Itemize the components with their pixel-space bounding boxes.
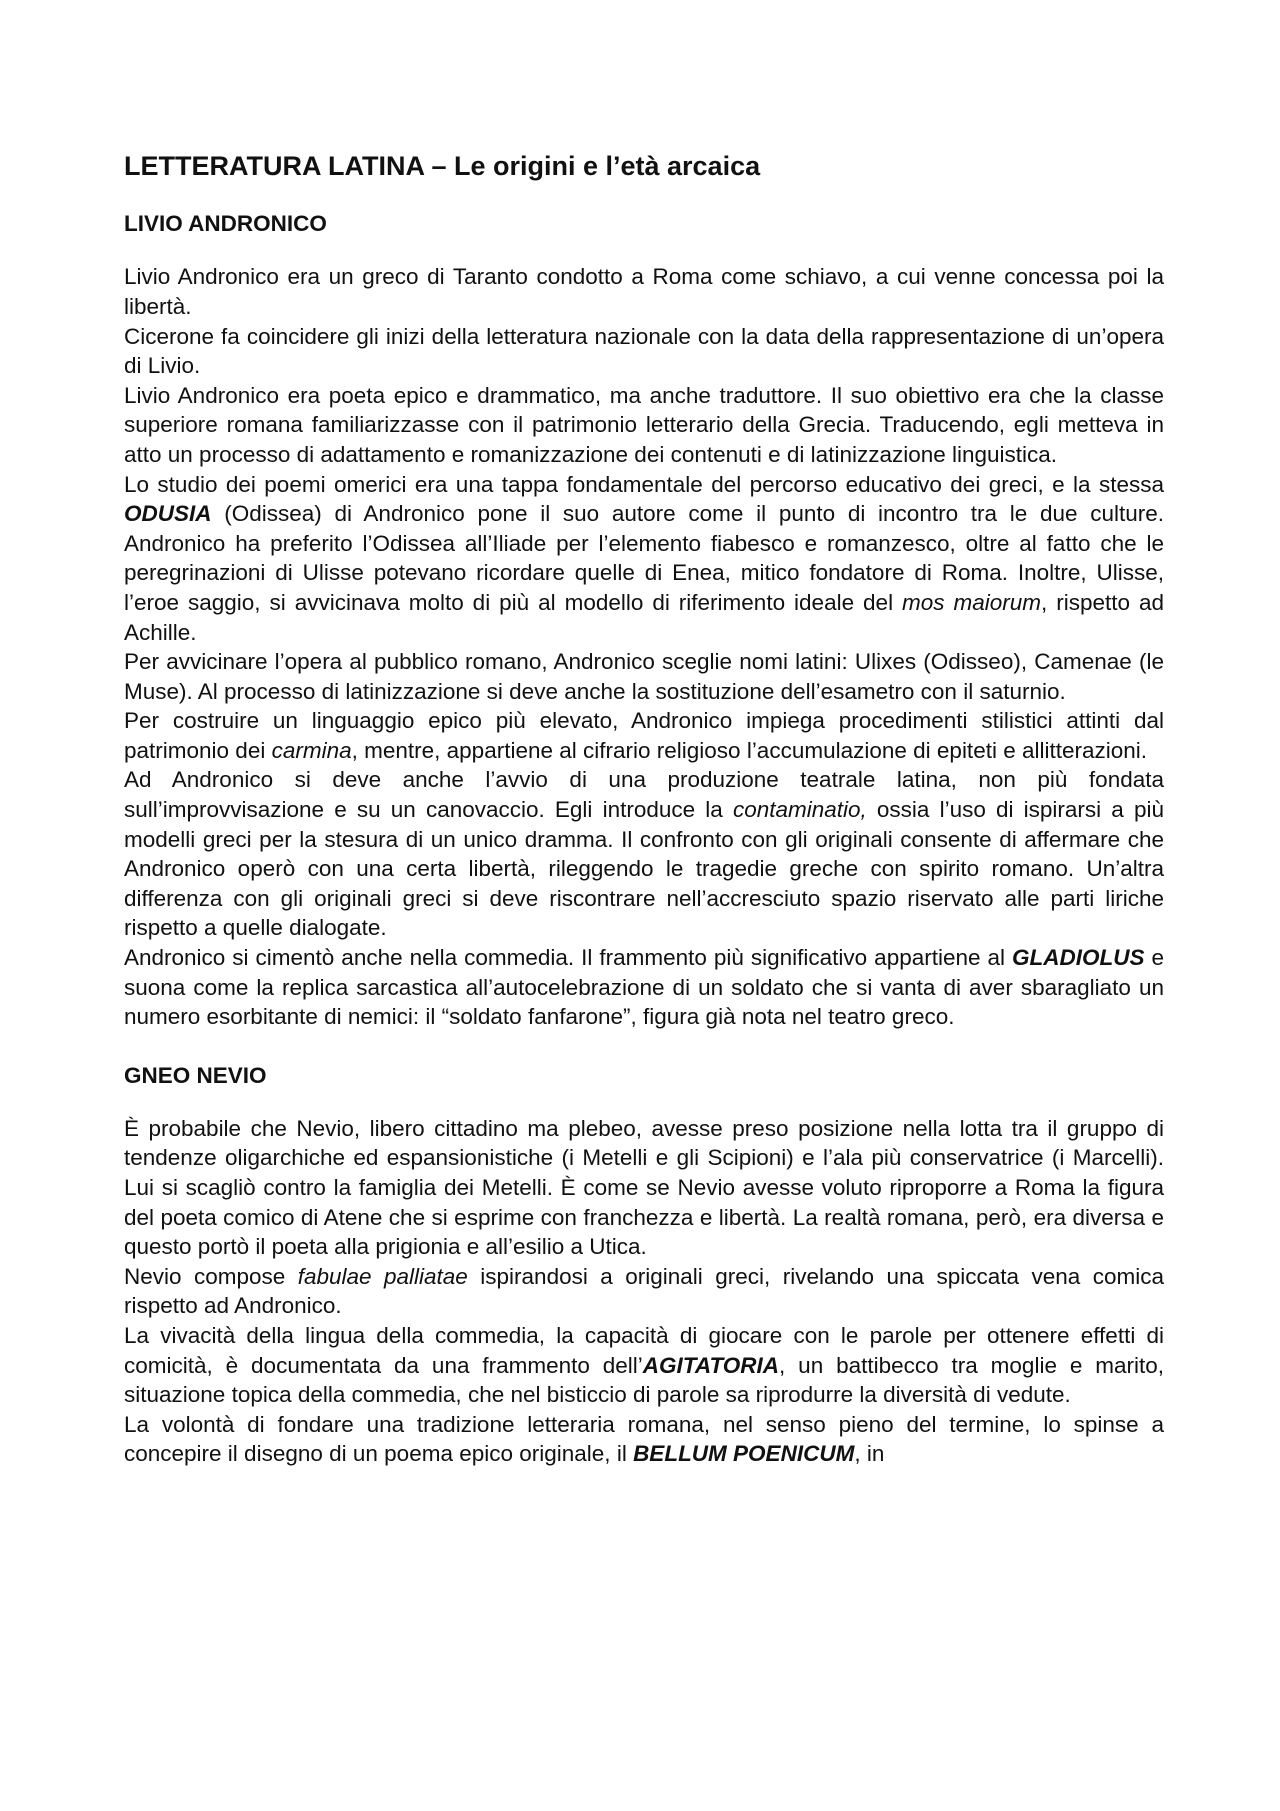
paragraph (124, 470, 1164, 648)
text-run: Livio Andronico era poeta epico e drammatico, ma anche traduttore. Il suo obiettivo era che la classe superiore romana familiarizzasse con il patrimonio letterario della Grecia. Traducendo, egli metteva in atto un processo di adattamento e romanizzazione dei contenuti e di latinizzazione linguistica. (124, 382, 1164, 467)
text-run: È probabile che Nevio, libero cittadino ma plebeo, avesse preso posizione nella lotta tra il gruppo di tendenze oligarchiche ed espansionistiche (i Metelli e gli Scipioni) e l’ala più conservatrice (i Marcelli). Lui si scagliò contro la famiglia dei Metelli. È come se Nevio avesse voluto riproporre a Roma la figura del poeta comico di Atene che si esprime con franchezza e libertà. La realtà romana, però, era diversa e questo portò il poeta alla prigionia e all’esilio a Utica. (124, 1115, 1164, 1260)
text-run: e suona come la replica sarcastica all’autocelebrazione di un soldato che si vanta di aver sbaragliato un numero esorbitante di nemici: il “soldato fanfarone”, figura già nota nel teatro greco. (124, 945, 1165, 1030)
text-run: (Odissea) di Andronico pone il suo autore come il punto di incontro tra le due culture. Andronico ha preferito l’Odissea all’Iliade per l’elemento fiabesco e romanzesco, oltre al fatto che le peregrinazioni di Ulisse potevano ricordare quelle di Enea, mitico fondatore di Roma. Inoltre, Ulisse, l’eroe saggio, si avvicinava molto di più al modello di riferimento ideale del (124, 501, 1164, 615)
text-run: Livio Andronico era un greco di Taranto condotto a Roma come schiavo, a cui venne concessa poi la libertà. (124, 264, 1164, 319)
text-run: , in (854, 1441, 885, 1467)
text-run: Per costruire un linguaggio epico più elevato, Andronico impiega procedimenti stilistici attinti dal patrimonio dei (124, 708, 1164, 763)
paragraph (124, 381, 1164, 470)
text-run: Cicerone fa coincidere gli inizi della letteratura nazionale con la data della rappresentazione di un’opera di Livio. (124, 323, 1164, 379)
text-run: , mentre, appartiene al cifrario religioso l’accumulazione di epiteti e allitterazioni. (351, 737, 1148, 763)
text-run: Ad Andronico si deve anche l’avvio di una produzione teatrale latina, non più fondata sull’improvvisazione e su un canovaccio. Egli introduce la (124, 767, 1164, 823)
latin-term: fabulae palliatae (297, 1263, 468, 1289)
document-body (124, 210, 1164, 1469)
paragraph (124, 647, 1164, 706)
text-run: La volontà di fondare una tradizione letteraria romana, nel senso pieno del termine, lo spinse a concepire il disegno di un poema epico originale, il (124, 1411, 1164, 1467)
text-run: ossia l’uso di ispirarsi a più modelli greci per la stesura di un unico dramma. Il confronto con gli originali consente di affermare che Andronico operò con una certa libertà, rileggendo le tragedie greche con spirito romano. Un’altra differenza con gli originali greci si deve riscontrare nell’accresciuto spazio riservato alle parti liriche rispetto a quelle dialogate. (124, 797, 1164, 941)
text-run: , rispetto ad Achille. (124, 589, 1164, 645)
work-title: ODUSIA (124, 501, 212, 527)
work-title: AGITATORIA (642, 1352, 780, 1378)
section-heading: LIVIO ANDRONICO (124, 211, 327, 237)
paragraph (124, 262, 1164, 321)
section-heading: GNEO NEVIO (124, 1062, 267, 1088)
text-run: Per avvicinare l’opera al pubblico romano, Andronico sceglie nomi latini: Ulixes (Odisseo), Camenae (le Muse). Al processo di latinizzazione si deve anche la sostituzione dell’esametro con il saturnio. (124, 649, 1164, 704)
work-title: BELLUM POENICUM (633, 1441, 855, 1467)
section-1 (124, 210, 1164, 1031)
section-gap (124, 1032, 1164, 1062)
latin-term: contaminatio, (732, 797, 867, 823)
text-run: Nevio compose (124, 1263, 298, 1289)
text-run: Andronico si cimentò anche nella commedia. Il frammento più significativo appartiene al (124, 945, 1013, 971)
latin-term: carmina (271, 737, 352, 763)
paragraph (124, 765, 1164, 943)
latin-term: mos maiorum (902, 589, 1042, 615)
text-run: ispirandosi a originali greci, rivelando una spiccata vena comica rispetto ad Andronico. (124, 1263, 1164, 1319)
text-run: Lo studio dei poemi omerici era una tappa fondamentale del percorso educativo dei greci, e la stessa (124, 471, 1164, 497)
section-2 (124, 1062, 1164, 1469)
paragraph (124, 1262, 1164, 1321)
paragraph (124, 1410, 1164, 1469)
paragraph (124, 943, 1164, 1032)
paragraph (124, 1321, 1164, 1410)
document-page (124, 150, 1164, 1469)
document-title: LETTERATURA LATINA – Le origini e l’età arcaica (124, 151, 761, 181)
text-run: , un battibecco tra moglie e marito, situazione topica della commedia, che nel bisticcio di parole sa riprodurre la diversità di vedute. (124, 1352, 1164, 1408)
text-run: La vivacità della lingua della commedia, la capacità di giocare con le parole per ottenere effetti di comicità, è documentata da una frammento dell’ (124, 1322, 1164, 1378)
paragraph (124, 322, 1164, 381)
work-title: GLADIOLUS (1012, 945, 1145, 971)
paragraph (124, 706, 1164, 765)
paragraph (124, 1114, 1164, 1262)
